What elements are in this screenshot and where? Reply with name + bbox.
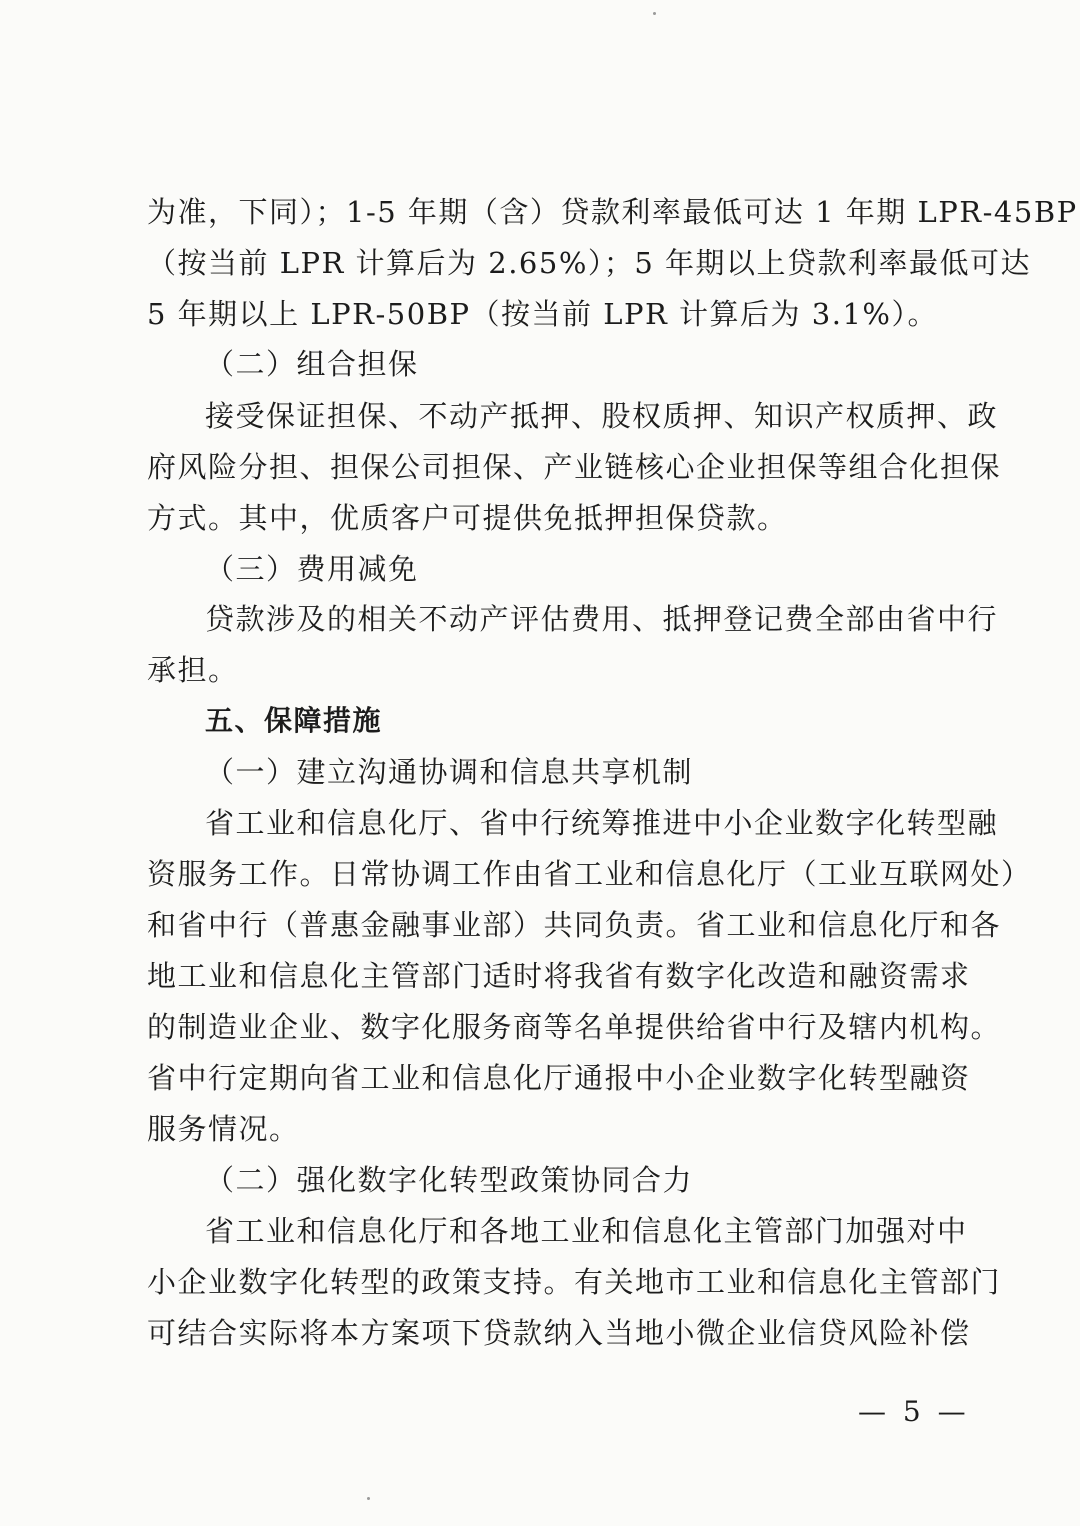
body-line: 承担。 (147, 653, 239, 687)
body-line: 府风险分担、担保公司担保、产业链核心企业担保等组合化担保 (147, 450, 1002, 484)
section-heading: （一）建立沟通协调和信息共享机制 (205, 755, 694, 789)
body-line: 省工业和信息化厅、省中行统筹推进中小企业数字化转型融 (205, 806, 999, 840)
section-heading: （二）强化数字化转型政策协同合力 (205, 1163, 694, 1197)
body-line: 小企业数字化转型的政策支持。有关地市工业和信息化主管部门 (147, 1265, 1002, 1299)
body-line: 资服务工作。日常协调工作由省工业和信息化厅（工业互联网处） (147, 857, 1032, 891)
body-line: 方式。其中，优质客户可提供免抵押担保贷款。 (147, 501, 788, 535)
page-number: — 5 — (858, 1395, 970, 1428)
section-heading: （二）组合担保 (205, 347, 419, 381)
body-line: 为准，下同）；1-5 年期（含）贷款利率最低可达 1 年期 LPR-45BP (147, 195, 1078, 229)
section-heading: （三）费用减免 (205, 552, 419, 586)
body-line: 和省中行（普惠金融事业部）共同负责。省工业和信息化厅和各 (147, 908, 1002, 942)
body-line: 5 年期以上 LPR-50BP（按当前 LPR 计算后为 3.1%）。 (147, 297, 938, 331)
body-line: （按当前 LPR 计算后为 2.65%）；5 年期以上贷款利率最低可达 (147, 246, 1032, 280)
body-line: 贷款涉及的相关不动产评估费用、抵押登记费全部由省中行 (205, 602, 999, 636)
scan-speck (653, 12, 656, 15)
scan-speck (367, 1497, 370, 1500)
body-line: 省工业和信息化厅和各地工业和信息化主管部门加强对中 (205, 1214, 968, 1248)
body-line: 地工业和信息化主管部门适时将我省有数字化改造和融资需求 (147, 959, 971, 993)
body-line: 省中行定期向省工业和信息化厅通报中小企业数字化转型融资 (147, 1061, 971, 1095)
body-line: 接受保证担保、不动产抵押、股权质押、知识产权质押、政 (205, 399, 999, 433)
body-line: 可结合实际将本方案项下贷款纳入当地小微企业信贷风险补偿 (147, 1316, 971, 1350)
body-line: 的制造业企业、数字化服务商等名单提供给省中行及辖内机构。 (147, 1010, 1002, 1044)
chapter-heading: 五、保障措施 (205, 704, 383, 737)
body-line: 服务情况。 (147, 1112, 300, 1146)
